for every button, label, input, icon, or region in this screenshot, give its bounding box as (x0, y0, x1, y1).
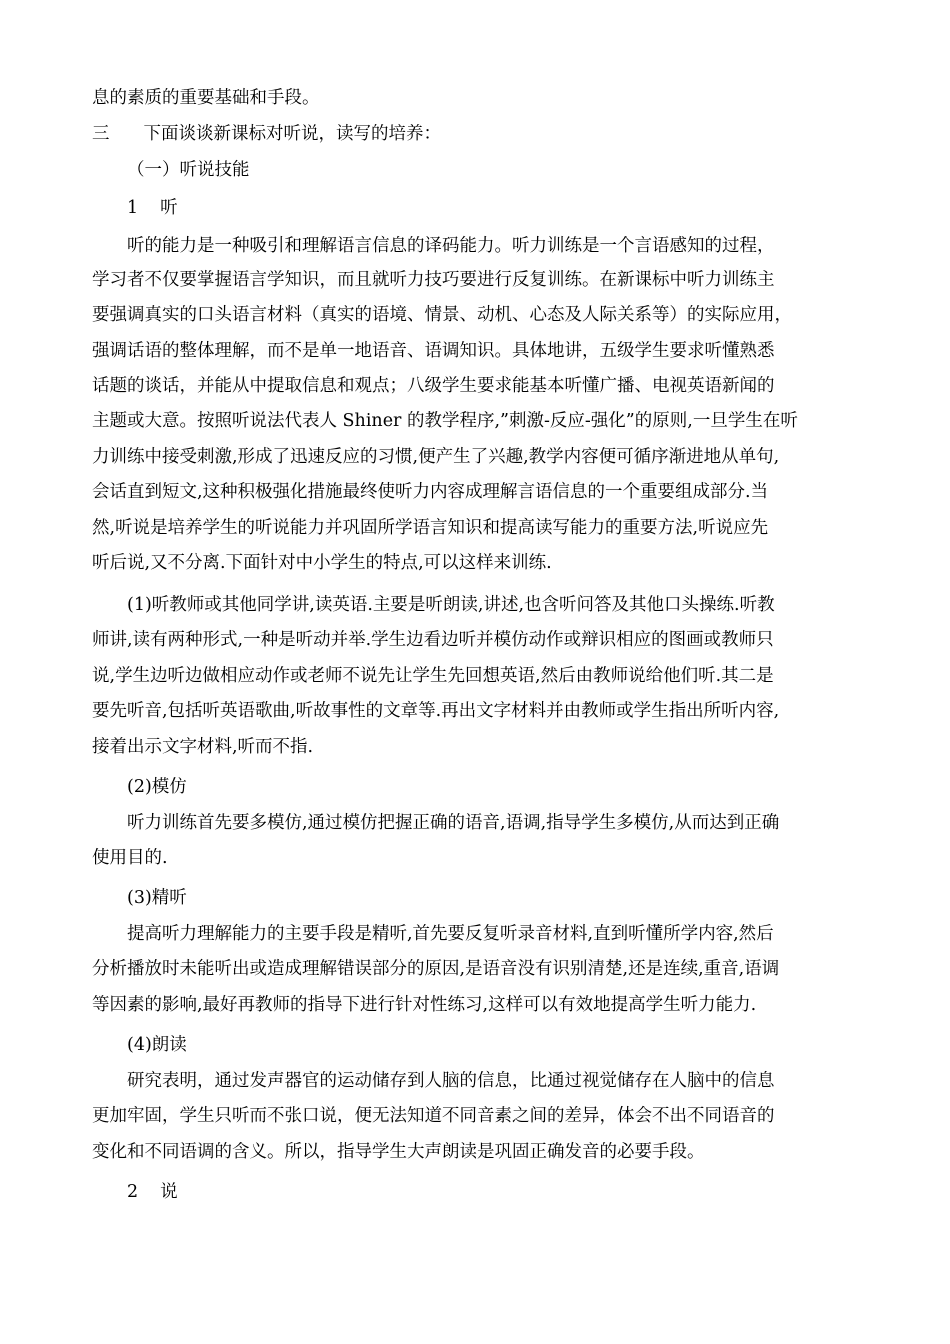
section-title: 下面谈谈新课标对听说，读写的培养： (143, 124, 441, 144)
paragraph-line: 听力训练首先要多模仿,通过模仿把握正确的语音,语调,指导学生多模仿,从而达到正确 (127, 813, 780, 833)
paragraph-line: 使用目的. (92, 848, 168, 868)
paragraph-line: (1)听教师或其他同学讲,读英语.主要是听朗读,讲述,也含听问答及其他口头操练.听教 (127, 595, 775, 615)
item-title: 听 (160, 198, 178, 218)
paragraph-line: 等因素的影响,最好再教师的指导下进行针对性练习,这样可以有效地提高学生听力能力. (92, 995, 757, 1015)
item-heading-reading-aloud: (4)朗读 (127, 1035, 187, 1055)
paragraph-line: 要先听音,包括听英语歌曲,听故事性的文章等.再出文字材料并由教师或学生指出所听内容, (92, 701, 780, 721)
paragraph-line: 听的能力是一种吸引和理解语言信息的译码能力。听力训练是一个言语感知的过程， (127, 236, 775, 256)
paragraph-line: 学习者不仅要掌握语言学知识，而且就听力技巧要进行反复训练。在新课标中听力训练主 (92, 270, 775, 290)
item-number: 1 (127, 198, 139, 218)
paragraph-line: 要强调真实的口头语言材料（真实的语境、情景、动机、心态及人际关系等）的实际应用， (92, 305, 792, 325)
item-number: 2 (127, 1182, 139, 1202)
item-heading-speaking (127, 1181, 852, 1203)
paragraph-line: 然,听说是培养学生的听说能力并巩固所学语言知识和提高读写能力的重要方法,听说应先 (92, 518, 769, 538)
paragraph-line: 分析播放时未能听出或造成理解错误部分的原因,是语音没有识别清楚,还是连续,重音,语调 (92, 959, 780, 979)
paragraph-line: 说,学生边听边做相应动作或老师不说先让学生先回想英语,然后由教师说给他们听.其二是 (92, 666, 774, 686)
paragraph-line: 研究表明，通过发声器官的运动储存到人脑的信息，比通过视觉储存在人脑中的信息 (127, 1071, 775, 1091)
item-title: 说 (160, 1182, 178, 1202)
item-heading-listen (127, 197, 852, 219)
paragraph-line: 强调话语的整体理解，而不是单一地语音、语调知识。具体地讲，五级学生要求听懂熟悉 (92, 341, 775, 361)
section-heading (92, 123, 852, 145)
paragraph-line: 力训练中接受刺激,形成了迅速反应的习惯,便产生了兴趣,教学内容便可循序渐进地从单句, (92, 447, 780, 467)
paragraph-line: 接着出示文字材料,听而不指. (92, 737, 314, 757)
paragraph-line: 更加牢固，学生只听而不张口说，便无法知道不同音素之间的差异，体会不出不同语音的 (92, 1106, 775, 1126)
subsection-heading: （一）听说技能 (127, 160, 250, 180)
paragraph-line: 息的素质的重要基础和手段。 (92, 88, 320, 108)
paragraph-line: 听后说,又不分离.下面针对中小学生的特点,可以这样来训练. (92, 553, 552, 573)
paragraph-line: 师讲,读有两种形式,一种是听动并举.学生边看边听并模仿动作或辩识相应的图画或教师只 (92, 630, 774, 650)
paragraph-line: 话题的谈话，并能从中提取信息和观点；八级学生要求能基本听懂广播、电视英语新闻的 (92, 376, 775, 396)
section-number: 三 (92, 124, 110, 144)
paragraph-line: 会话直到短文,这种积极强化措施最终使听力内容成理解言语信息的一个重要组成部分.当 (92, 482, 769, 502)
paragraph-line: 变化和不同语调的含义。所以，指导学生大声朗读是巩固正确发音的必要手段。 (92, 1142, 705, 1162)
item-heading-imitation: (2)模仿 (127, 777, 187, 797)
paragraph-line: 主题或大意。按照听说法代表人 Shiner 的教学程序,”刺激-反应-强化”的原则,一旦学生在听 (92, 411, 798, 431)
item-heading-intensive-listening: (3)精听 (127, 888, 187, 908)
paragraph-line: 提高听力理解能力的主要手段是精听,首先要反复听录音材料,直到听懂所学内容,然后 (127, 924, 774, 944)
